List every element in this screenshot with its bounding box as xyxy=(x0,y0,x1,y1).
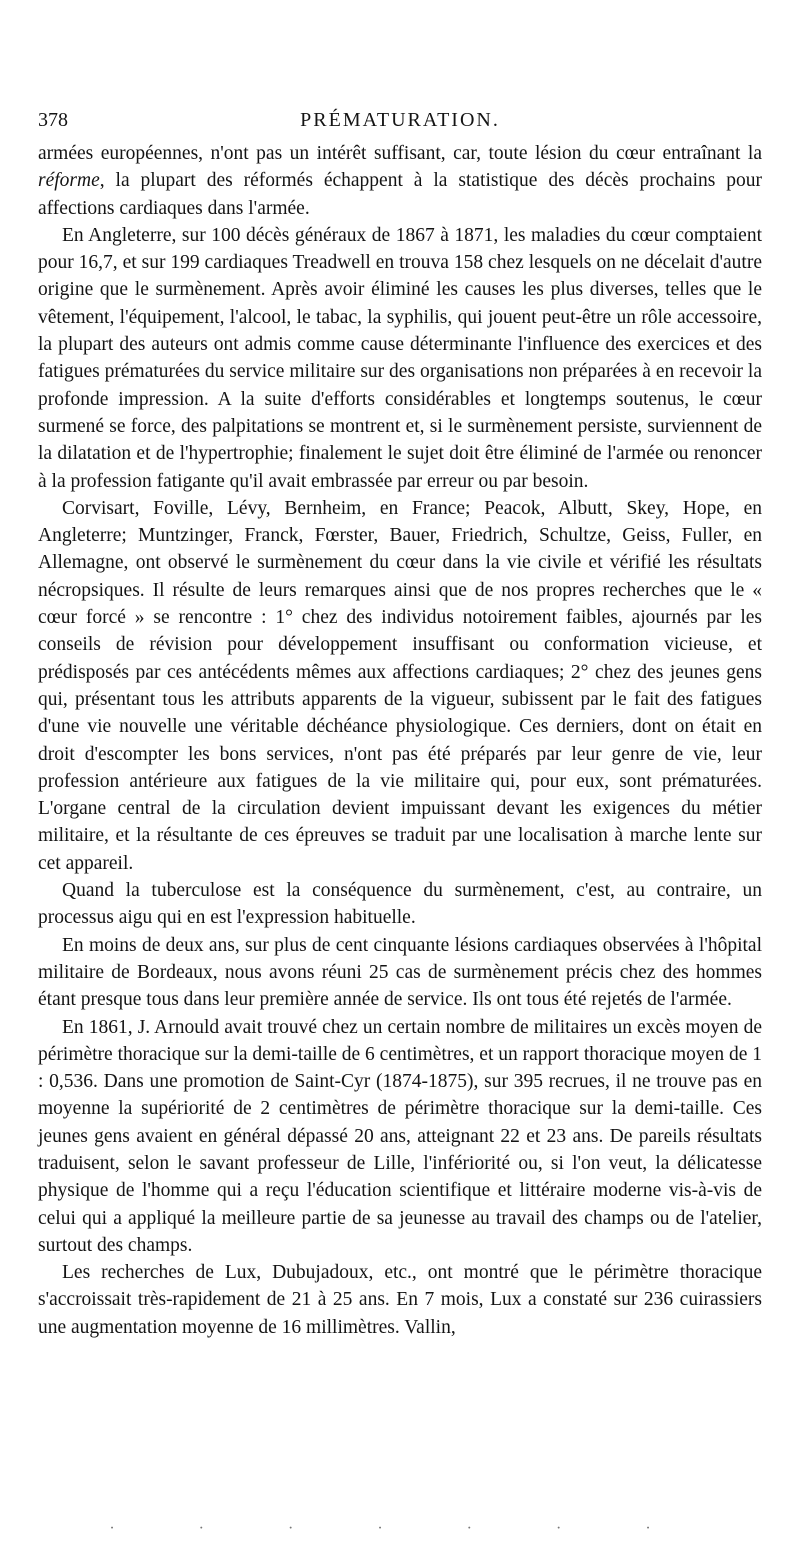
footer-dots: · · · · · · · xyxy=(109,1520,691,1537)
paragraph-5: En moins de deux ans, sur plus de cent cinquante lésions cardiaques observées à l'hôpital militaire de Bordeaux, nous avons réuni 25 cas de surmènement précis chez des hommes étant presque tous dans leur première année de service. Ils ont tous été rejetés de l'armée. xyxy=(38,934,762,1011)
paragraph-6: En 1861, J. Arnould avait trouvé chez un certain nombre de militaires un excès moyen de périmètre thoracique sur la demi-taille de 6 centimètres, et un rapport thoracique moyen de 1 : 0,536. Dans une promotion de Saint-Cyr (1874-1875), sur 395 recrues, il ne trouve pas en moyenne la supériorité de 2 centimètres de périmètre thoracique sur la demi-taille. Ces jeunes gens avaient en général dépassé 20 ans, atteignant 22 et 23 ans. De pareils résultats traduisent, selon le savant professeur de Lille, l'infériorité ou, si l'on veut, la délicatesse physique de l'homme qui a reçu l'éducation scientifique et littéraire moderne vis-à-vis de celui qui a appliqué la meilleure partie de sa jeunesse au travail des champs ou de l'atelier, surtout des champs. xyxy=(38,1016,762,1256)
paragraph-2: En Angleterre, sur 100 décès généraux de 1867 à 1871, les maladies du cœur comptaient pour 16,7, et sur 199 cardiaques Treadwell en trouva 158 chez lesquels on ne décelait d'autre origine que le surmènement. Après avoir éliminé les causes les plus diverses, telles que le vêtement, l'équipement, l'alcool, le tabac, la syphilis, qui jouent peut-être un rôle accessoire, la plupart des auteurs ont admis comme cause déterminante l'influence des exercices et des fatigues prématurées du service militaire sur des organisations non préparées à en recevoir la profonde impression. A la suite d'efforts considérables et longtemps soutenus, le cœur surmené se force, des palpitations se montrent et, si le surmènement persiste, surviennent de la dilatation et de l'hypertrophie; finalement le sujet doit être éliminé de l'armée ou renoncer à la profession fatigante qu'il avait embrassée par erreur ou par besoin. xyxy=(38,224,762,492)
book-page xyxy=(38,100,762,1341)
paragraph-7: Les recherches de Lux, Dubujadoux, etc., ont montré que le périmètre thoracique s'accroissait très-rapidement de 21 à 25 ans. En 7 mois, Lux a constaté sur 236 cuirassiers une augmentation moyenne de 16 millimètres. Vallin, xyxy=(38,1262,762,1338)
body-text xyxy=(38,140,762,1341)
paragraph-1-emphasis: réforme xyxy=(38,170,100,192)
running-head xyxy=(38,100,762,140)
paragraph-1-text-b: , la plupart des réformés échappent à la statistique des décès prochains pour affections cardiaques dans l'armée. xyxy=(38,170,762,219)
running-title: PRÉMATURATION. xyxy=(300,109,500,131)
paragraph-1-text-a: armées européennes, n'ont pas un intérêt suffisant, car, toute lésion du cœur entraînant la xyxy=(38,143,762,164)
paragraph-4: Quand la tuberculose est la conséquence du surmènement, c'est, au contraire, un processus aigu qui en est l'expression habituelle. xyxy=(38,880,762,929)
page-number: 378 xyxy=(38,109,68,131)
paragraph-1 xyxy=(38,140,762,222)
paragraph-3: Corvisart, Foville, Lévy, Bernheim, en France; Peacok, Albutt, Skey, Hope, en Angleterre; Muntzinger, Franck, Fœrster, Bauer, Friedrich, Schultze, Geiss, Fuller, en Allemagne, ont observé le surmènement du cœur dans la vie civile et vérifié les résultats nécropsiques. Il résulte de leurs remarques ainsi que de nos propres recherches que le « cœur forcé » se rencontre : 1° chez des individus notoirement faibles, ajournés par les conseils de révision pour développement insuffisant ou conformation vicieuse, et prédisposés par ces antécédents mêmes aux affections cardiaques; 2° chez des jeunes gens qui, présentant tous les attributs apparents de la vigueur, subissent par le fait des fatigues d'une vie nouvelle une véritable déchéance physiologique. Ces derniers, dont on était en droit d'escompter les bons services, n'ont pas été préparés par leur genre de vie, leur profession antérieure aux fatigues de la vie militaire qui, pour eux, sont prématurées. L'organe central de la circulation devient impuissant devant les exigences du métier militaire, et la résultante de ces épreuves se traduit par une localisation à marche lente sur cet appareil. xyxy=(38,497,762,874)
